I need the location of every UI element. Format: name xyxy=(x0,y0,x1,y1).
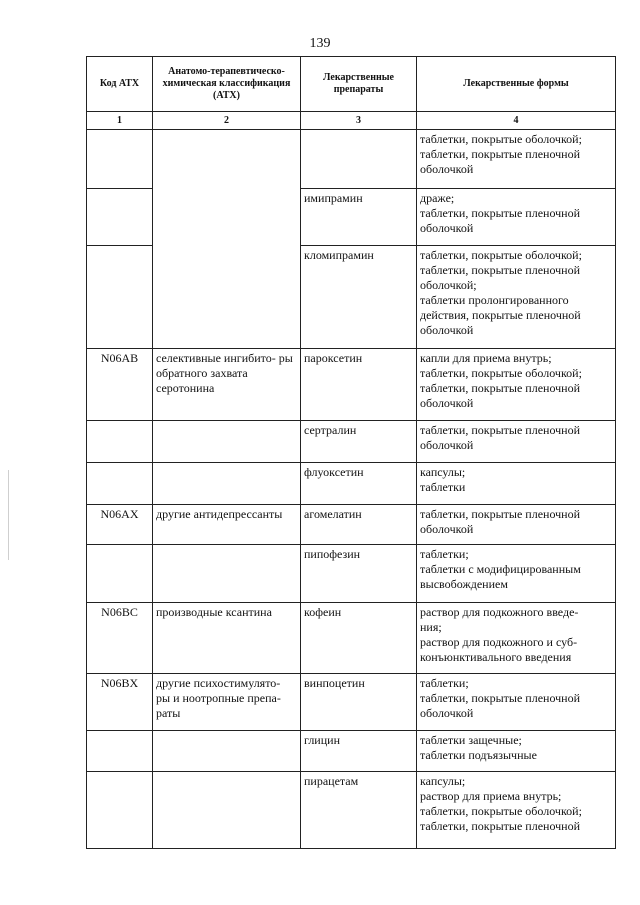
atx-class-cell xyxy=(153,463,301,505)
column-number: 2 xyxy=(153,112,301,130)
table-row xyxy=(87,421,616,463)
drug-name-cell: винпоцетин xyxy=(301,674,417,731)
dosage-forms-cell xyxy=(417,545,616,603)
column-number: 1 xyxy=(87,112,153,130)
header-atx-classification: Анатомо-терапевтическо-химическая классификация (АТХ) xyxy=(153,57,301,112)
atx-class-cell xyxy=(153,731,301,772)
drug-name-cell: кофеин xyxy=(301,603,417,674)
dosage-form-line: таблетки, покрытые пленочной xyxy=(420,206,581,220)
dosage-form-line: оболочкой xyxy=(420,221,474,235)
dosage-form-line: таблетки, покрытые пленочной xyxy=(420,507,581,521)
dosage-forms-cell xyxy=(417,731,616,772)
dosage-form-line: оболочкой xyxy=(420,438,474,452)
atx-class-cell: селективные ингибито- ры обратного захвата серотонина xyxy=(153,349,301,421)
drug-name-cell: глицин xyxy=(301,731,417,772)
dosage-form-line: таблетки, покрытые пленочной xyxy=(420,263,581,277)
dosage-form-line: таблетки, покрытые пленочной xyxy=(420,423,581,437)
dosage-form-line: оболочкой xyxy=(420,323,474,337)
header-drugs: Лекарственные препараты xyxy=(301,57,417,112)
dosage-form-line: таблетки пролонгированного xyxy=(420,293,569,307)
dosage-forms-cell xyxy=(417,349,616,421)
column-number-row xyxy=(87,112,616,130)
atx-code-cell: N06BX xyxy=(87,674,153,731)
atx-class-cell xyxy=(153,772,301,849)
table-row xyxy=(87,772,616,849)
dosage-form-line: таблетки xyxy=(420,480,466,494)
dosage-form-line: капли для приема внутрь; xyxy=(420,351,552,365)
atx-code-cell: N06BC xyxy=(87,603,153,674)
table-row xyxy=(87,130,616,189)
table-row xyxy=(87,545,616,603)
atx-class-cell xyxy=(153,421,301,463)
dosage-form-line: таблетки с модифицированным xyxy=(420,562,581,576)
atx-class-cell: другие антидепрессанты xyxy=(153,505,301,545)
dosage-form-line: таблетки; xyxy=(420,676,469,690)
dosage-forms-cell xyxy=(417,505,616,545)
atx-class-cell: производные ксантина xyxy=(153,603,301,674)
atx-code-cell xyxy=(87,731,153,772)
dosage-forms-cell xyxy=(417,674,616,731)
dosage-form-line: таблетки, покрытые пленочной xyxy=(420,819,581,833)
dosage-forms-cell xyxy=(417,772,616,849)
atx-code-cell xyxy=(87,545,153,603)
atx-class-cell xyxy=(153,130,301,349)
atx-code-cell: N06AX xyxy=(87,505,153,545)
dosage-form-line: таблетки подъязычные xyxy=(420,748,537,762)
atx-code-cell xyxy=(87,463,153,505)
atx-class-cell: другие психостимулято- ры и ноотропные препа- раты xyxy=(153,674,301,731)
scan-edge-mark xyxy=(8,470,9,560)
dosage-forms-cell xyxy=(417,421,616,463)
drug-name-cell: флуоксетин xyxy=(301,463,417,505)
dosage-form-line: таблетки, покрытые оболочкой; xyxy=(420,132,582,146)
dosage-form-line: оболочкой xyxy=(420,706,474,720)
dosage-form-line: таблетки, покрытые оболочкой; xyxy=(420,366,582,380)
column-number: 4 xyxy=(417,112,616,130)
dosage-form-line: раствор для приема внутрь; xyxy=(420,789,562,803)
dosage-form-line: высвобождением xyxy=(420,577,508,591)
drug-name-cell: пипофезин xyxy=(301,545,417,603)
drug-name-cell: сертралин xyxy=(301,421,417,463)
dosage-form-line: конъюнктивального введения xyxy=(420,650,572,664)
dosage-forms-cell xyxy=(417,246,616,349)
drug-name-cell: пирацетам xyxy=(301,772,417,849)
atx-code-cell xyxy=(87,772,153,849)
atx-code-cell xyxy=(87,130,153,189)
header-atx-code: Код АТХ xyxy=(87,57,153,112)
dosage-form-line: таблетки; xyxy=(420,547,469,561)
dosage-form-line: раствор для подкожного введе- xyxy=(420,605,579,619)
atx-code-cell xyxy=(87,421,153,463)
column-number: 3 xyxy=(301,112,417,130)
table-row xyxy=(87,674,616,731)
dosage-form-line: действия, покрытые пленочной xyxy=(420,308,581,322)
dosage-form-line: оболочкой xyxy=(420,162,474,176)
drug-name-cell: агомелатин xyxy=(301,505,417,545)
drug-name-cell: имипрамин xyxy=(301,189,417,246)
atx-drug-table xyxy=(86,56,616,849)
atx-code-cell xyxy=(87,189,153,246)
table-row xyxy=(87,731,616,772)
atx-code-cell xyxy=(87,246,153,349)
atx-class-cell xyxy=(153,545,301,603)
dosage-form-line: капсулы; xyxy=(420,774,466,788)
dosage-form-line: таблетки, покрытые оболочкой; xyxy=(420,804,582,818)
table-row xyxy=(87,603,616,674)
drug-name-cell: пароксетин xyxy=(301,349,417,421)
dosage-form-line: оболочкой xyxy=(420,522,474,536)
drug-name-cell xyxy=(301,130,417,189)
dosage-form-line: таблетки, покрытые пленочной xyxy=(420,147,581,161)
header-dosage-forms: Лекарственные формы xyxy=(417,57,616,112)
table-row xyxy=(87,505,616,545)
dosage-form-line: таблетки, покрытые пленочной xyxy=(420,381,581,395)
dosage-form-line: ния; xyxy=(420,620,442,634)
drug-name-cell: кломипрамин xyxy=(301,246,417,349)
page-number: 139 xyxy=(309,36,331,51)
dosage-forms-cell xyxy=(417,130,616,189)
table-row xyxy=(87,463,616,505)
dosage-form-line: таблетки защечные; xyxy=(420,733,522,747)
dosage-form-line: таблетки, покрытые оболочкой; xyxy=(420,248,582,262)
dosage-form-line: оболочкой; xyxy=(420,278,477,292)
dosage-form-line: капсулы; xyxy=(420,465,466,479)
dosage-form-line: драже; xyxy=(420,191,455,205)
dosage-forms-cell xyxy=(417,603,616,674)
table-header-row xyxy=(87,57,616,112)
atx-code-cell: N06AB xyxy=(87,349,153,421)
dosage-forms-cell xyxy=(417,463,616,505)
dosage-forms-cell xyxy=(417,189,616,246)
dosage-form-line: раствор для подкожного и суб- xyxy=(420,635,578,649)
dosage-form-line: оболочкой xyxy=(420,396,474,410)
dosage-form-line: таблетки, покрытые пленочной xyxy=(420,691,581,705)
table-row xyxy=(87,349,616,421)
